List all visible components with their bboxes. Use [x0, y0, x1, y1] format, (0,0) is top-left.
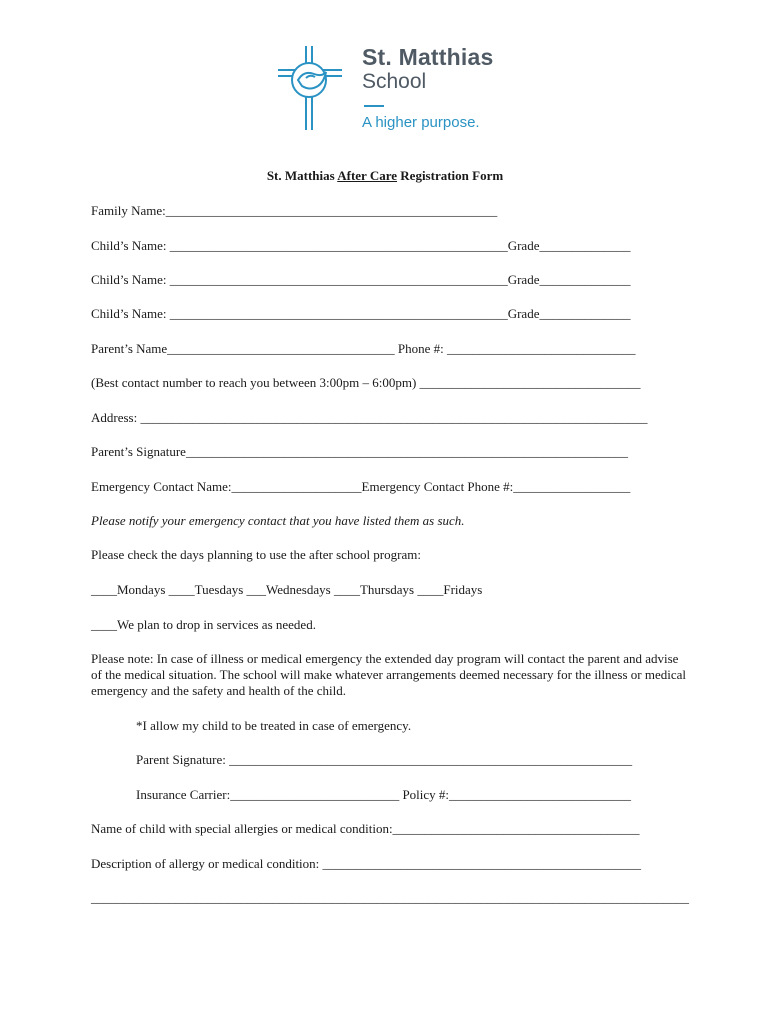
logo-divider: [364, 105, 384, 107]
parent-signature-field-2[interactable]: Parent Signature: ______________________________________________________________: [136, 752, 633, 767]
check-days-instruction: Please check the days planning to use the after school program:: [91, 547, 421, 562]
child-name-field-2[interactable]: Child’s Name: ____________________________________________________Grade______________: [91, 272, 631, 287]
child-name-field-1[interactable]: Child’s Name: ____________________________________________________Grade______________: [91, 238, 631, 253]
blank-line-field[interactable]: ____________________________________________________________________________________________: [91, 890, 689, 905]
child-name-field-3[interactable]: Child’s Name: ____________________________________________________Grade______________: [91, 306, 631, 321]
family-name-field[interactable]: Family Name:___________________________________________________: [91, 203, 498, 218]
best-contact-field[interactable]: (Best contact number to reach you between 3:00pm – 6:00pm) __________________________________: [91, 375, 641, 390]
school-logo: [276, 44, 506, 136]
address-field[interactable]: Address: ______________________________________________________________________________: [91, 410, 648, 425]
logo-name-line2: School: [362, 70, 427, 93]
days-checklist[interactable]: ____Mondays ____Tuesdays ___Wednesdays ____Thursdays ____Fridays: [91, 582, 483, 597]
drop-in-option[interactable]: ____We plan to drop in services as needed.: [91, 617, 316, 632]
allergies-child-name-field[interactable]: Name of child with special allergies or medical condition:______________________________________: [91, 821, 640, 836]
logo-name-line1: St. Matthias: [362, 44, 494, 70]
medical-note-paragraph: Please note: In case of illness or medical emergency the extended day program will contact the parent and advise of the medical situation. The school will make whatever arrangements deemed necessary for the illness or medical emergency and the safety and health of the child.: [91, 651, 687, 698]
allergy-description-field[interactable]: Description of allergy or medical condition: _________________________________________________: [91, 856, 642, 871]
emergency-contact-field[interactable]: Emergency Contact Name:____________________Emergency Contact Phone #:__________________: [91, 479, 631, 494]
notify-note: Please notify your emergency contact that you have listed them as such.: [91, 513, 465, 528]
insurance-field[interactable]: Insurance Carrier:__________________________ Policy #:____________________________: [136, 787, 632, 802]
form-title: [0, 168, 770, 184]
treatment-consent: *I allow my child to be treated in case of emergency.: [136, 718, 412, 733]
parent-signature-field[interactable]: Parent’s Signature____________________________________________________________________: [91, 444, 628, 459]
dove-cross-icon: [276, 44, 358, 136]
parent-name-phone-field[interactable]: Parent’s Name___________________________________ Phone #: _____________________________: [91, 341, 636, 356]
logo-tagline: A higher purpose.: [362, 114, 480, 131]
title-suffix: Registration Form: [397, 168, 504, 183]
title-prefix: St. Matthias: [266, 168, 338, 183]
title-underlined: After Care: [337, 168, 398, 183]
